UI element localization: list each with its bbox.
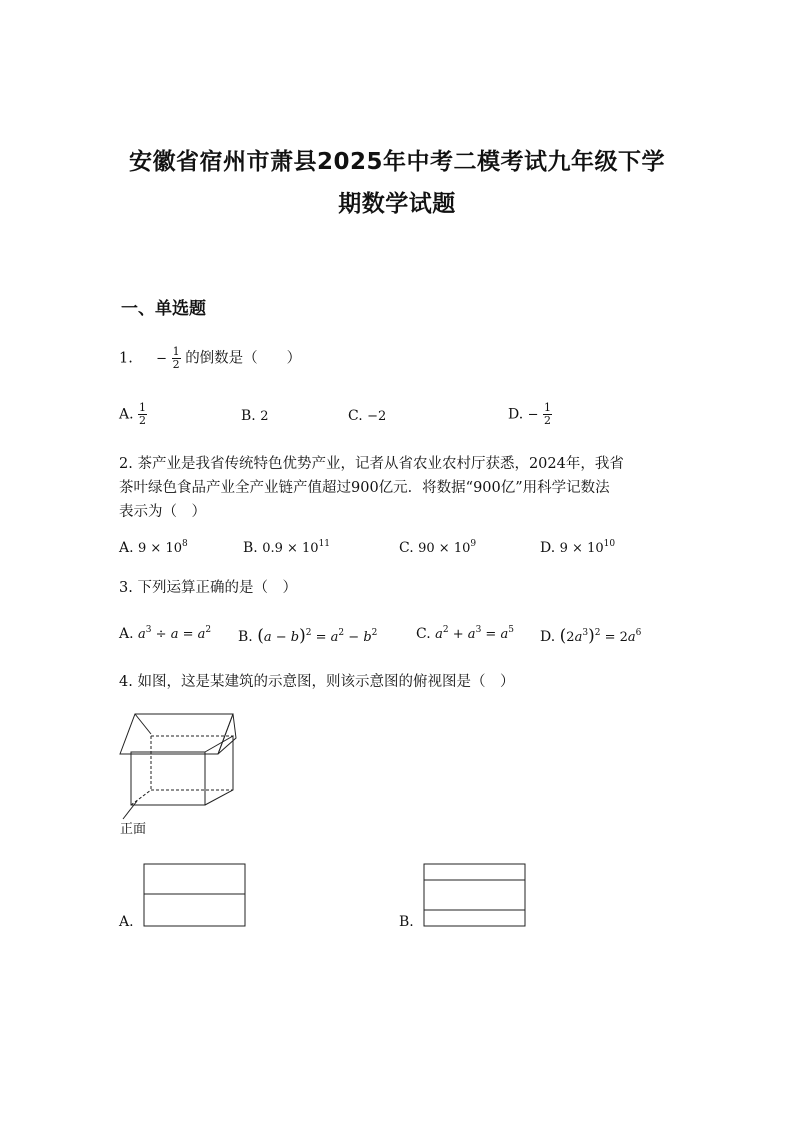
option-b[interactable]: B. $0.9 \times 10^{11}$: [243, 539, 331, 556]
question-text-line: 表示为（ ）: [119, 504, 206, 520]
question-2: [119, 452, 624, 524]
page-title-line2: 期数学试题: [338, 191, 456, 217]
option-d[interactable]: D. − $\frac{1}{2}$: [508, 401, 551, 427]
option-b[interactable]: B. $(a - b)^2 = a^2 - b^2$: [238, 626, 378, 646]
question-4: 4. 如图，这是某建筑的示意图，则该示意图的俯视图是（ ）: [119, 674, 515, 690]
question-text-line: 2. 茶产业是我省传统特色优势产业，记者从省农业农村厅获悉，2024年，我省: [119, 456, 624, 472]
question-text: 的倒数是（ ）: [185, 350, 302, 367]
box-front-face: [131, 752, 205, 805]
page-title-line1: 安徽省宿州市萧县2025年中考二模考试九年级下学: [128, 149, 665, 175]
question-number: 1.: [119, 350, 133, 367]
option-c[interactable]: C. $a^2 + a^3 = a^5$: [416, 625, 514, 642]
option-a[interactable]: A. $9 \times 10^8$: [119, 539, 188, 556]
option-d[interactable]: D. $(2a^3)^2 = 2a^6$: [540, 626, 642, 646]
option-c[interactable]: C. $90 \times 10^9$: [399, 539, 477, 556]
option-d[interactable]: D. $9 \times 10^{10}$: [540, 539, 616, 556]
option-a[interactable]: A. $\frac{1}{2}$: [119, 401, 147, 427]
option-b[interactable]: B.: [399, 914, 414, 930]
question-1: [119, 346, 301, 372]
option-a[interactable]: A.: [119, 914, 134, 930]
roof-front-face: [120, 714, 233, 754]
option-c[interactable]: C. −2: [348, 408, 387, 424]
option-b[interactable]: B. 2: [241, 408, 269, 424]
minus-sign: −: [156, 351, 167, 367]
option-a-top-view[interactable]: [143, 863, 247, 928]
option-b-top-view[interactable]: [423, 863, 527, 928]
section-heading: 一、单选题: [121, 299, 206, 319]
question-3: 3. 下列运算正确的是（ ）: [119, 580, 297, 596]
fraction: $\frac{1}{2}$: [172, 345, 180, 371]
option-a[interactable]: A. $a^3 \div a = a^2$: [119, 625, 212, 642]
front-label: 正面: [120, 822, 147, 837]
question-text-line: 茶叶绿色食品产业全产业链产值超过900亿元．将数据“900亿”用科学记数法: [119, 480, 610, 496]
